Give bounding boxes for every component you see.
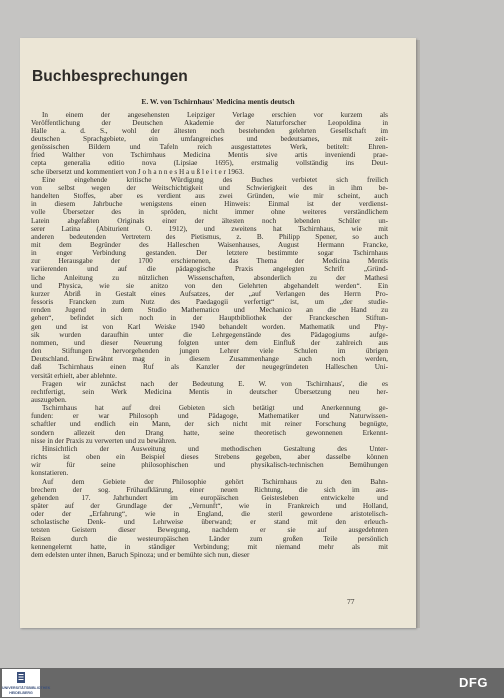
- text-line: anderen bedeutenden Vertretern des Pietismus, z. B. Philipp Spener, so auch: [31, 232, 388, 241]
- article-body: [31, 111, 388, 560]
- text-line: nommen, und dieser Neuerung folgten unter dem Einfluß der zahlreich aus: [31, 338, 388, 347]
- text-line: sondern allezeit den Drang hatte, seine theoretisch gewonnenen Erkennt-: [31, 428, 388, 437]
- section-heading: Buchbesprechungen: [32, 68, 188, 85]
- text-line: Tschirnhaus hat auf drei Gebieten sich betätigt und Anerkennung ge-: [42, 404, 388, 413]
- text-line: fessoris Francken zum Nutz des Paedagogii verfertigt“ ist, um „der studie-: [31, 298, 388, 307]
- text-line: Latein abgefaßten Originals einer der ältesten noch lebenden Schüler un-: [31, 216, 388, 225]
- text-line: oder der „Erfahrung“, wie in England, die steril gewordene aristotelisch-: [31, 510, 388, 519]
- text-line: Reisen durch die westeuropäischen Länder zum großen Teile persönlich: [31, 534, 388, 543]
- text-line: richts ist oben ein Beispiel dieses Strebens gegeben, aber dasselbe können: [31, 453, 388, 462]
- text-line: liche Anleitung zu nützlichen Wissenschaften, absonderlich zu der Mathesi: [31, 273, 388, 282]
- text-line: wir für seine philosophischen und physikalisch-technischen Bemühungen: [31, 461, 388, 470]
- text-line: Halle a. d. S., wohl der ältesten noch bestehenden gelehrten Gesellschaft im: [31, 126, 388, 135]
- text-line: scholastische Denk- und Lehrweise überwand; er stand mit den erleuch-: [31, 518, 388, 527]
- text-line: Veröffentlichung der Deutschen Akademie der Naturforscher Leopoldina in: [31, 118, 388, 127]
- text-line: in diesem Jahrbuche wenigstens einen Hinweis: Einmal ist der verdienst-: [31, 200, 388, 209]
- text-line: cepta generalia editio nova (Lipsiae 1695), erstmalig vollständig ins Deut-: [31, 159, 388, 168]
- text-line: genössischen Bildern und Tafeln reich ausgestattetes Werk, betitelt: Ehren-: [31, 143, 388, 152]
- text-line: schaftler und endlich ein Mann, der sich nicht mit reiner Forschung begnügte,: [31, 420, 388, 429]
- text-line: Eine eingehende kritische Würdigung des Buches verbietet sich freilich: [42, 175, 388, 184]
- text-line: brechern der sog. Frühaufklärung, einer neuen Richtung, die sich im aus-: [31, 485, 388, 494]
- text-line: tetsten Geistern dieser Bewegung, nachdem er sie auf ausgedehnten: [31, 526, 388, 535]
- text-line: zur Herausgabe der 1700 erschienenen, das Thema der Medicina Mentis: [31, 257, 388, 266]
- text-line: konstatieren.: [31, 469, 69, 478]
- text-line: Auf dem Gebiete der Philosophie gehört Tschirnhaus zu den Bahn-: [42, 477, 388, 486]
- library-emblem-icon: [16, 671, 26, 684]
- logo-text-line1: UNIVERSITÄTSBIBLIOTHEK: [2, 686, 51, 690]
- text-line: daß Tschirnhaus einen Ruf als Kanzler der neugegründeten Halleschen Uni-: [31, 363, 388, 372]
- text-line: von selbst wegen der Weitschichtigkeit und Schwierigkeit des in ihm be-: [31, 183, 388, 192]
- text-line: rechtfertigt, sein Werk Medicina Mentis in deutscher Übersetzung neu her-: [31, 387, 388, 396]
- review-title: E. W. von Tschirnhaus' Medicina mentis deutsch: [141, 97, 295, 106]
- text-line: deutschen Sprachgebiete, ein umfangreiches und bedeutsames, mit zeit-: [31, 134, 388, 143]
- text-line: Deutschland. Erwähnt mag in diesem Zusammenhange auch noch werden,: [31, 355, 388, 364]
- text-line: renden Jugend in dem Studio Mathematico und Mechanico an die Hand zu: [31, 306, 388, 315]
- text-line: handelten Stoffes, aber es verdient aus zwei Gründen, wie mir scheint, auch: [31, 192, 388, 201]
- text-line: dem edelsten unter ihnen, Baruch Spinoza; und er bemühte sich nun, dieser: [31, 550, 250, 559]
- text-line: mit dem Begründer des Halleschen Waisenhauses, August Hermann Francke,: [31, 241, 388, 249]
- text-line: serer Latina (Abiturient O. 1912), und zweitens hat Tschirnhaus, wie mit: [31, 224, 388, 233]
- text-line: versität erhielt, aber ablehnte.: [31, 371, 117, 380]
- text-line: den Stiftungen hervorgehenden jungen Lehrer viele Schulen im übrigen: [31, 347, 388, 356]
- text-line: nisse in der Praxis zu verwerten und zu bewähren.: [31, 436, 177, 445]
- text-line: gen und ist von Karl Weiske 1940 behandelt worden. Mathematik und Phy-: [31, 322, 388, 331]
- logo-text-line2: HEIDELBERG: [9, 690, 33, 695]
- text-line: auszugeben.: [31, 395, 67, 404]
- text-line: kurzer Abriß in Gestalt eines Aufsatzes, der „auf Verlangen des Herrn Pro-: [31, 289, 388, 298]
- text-line: fried Walther von Tschirnhaus Medicina Mentis sive artis inveniendi prae-: [31, 151, 388, 160]
- text-line: gehen“, befindet sich noch in der Hauptbibliothek der Franckeschen Stiftun-: [31, 314, 388, 323]
- text-line: volle Übersetzer des in spröden, nicht immer ohne weiteres verständlichem: [31, 208, 388, 217]
- text-line: kennengelernt hatte, in ständiger Verbindung; mit niemand mehr als mit: [31, 542, 388, 551]
- dfg-logo[interactable]: DFG: [459, 675, 488, 690]
- viewer-footer-bar: [0, 668, 504, 698]
- page-edge: [416, 40, 420, 628]
- text-line: In einem der angesehensten Leipziger Verlage erschien vor kurzem als: [42, 110, 388, 119]
- page-number: 77: [347, 597, 355, 606]
- text-line: Fragen wir zunächst nach der Bedeutung E. W. von Tschirnhaus', die es: [42, 379, 388, 388]
- text-line: variierenden und auf die pädagogische Praxis angelegten Schrift „Gründ-: [31, 265, 388, 274]
- text-line: in enger Verbindung gestanden. Der letztere bestimmte sogar Tschirnhaus: [31, 249, 388, 258]
- text-line: funden: er war Philosoph und Pädagoge, Mathematiker und Naturwissen-: [31, 412, 388, 421]
- text-line: sik wurden daraufhin unter die Lehrgegenstände des Pädagogiums aufge-: [31, 330, 388, 339]
- text-line: und Physica, wie sie anitzo von den Gelehrten abgehandelt werden“. Ein: [31, 281, 388, 290]
- text-line: später auf der Grundlage der „Vernunft“, wie in Frankreich und Holland,: [31, 502, 388, 510]
- text-line: gehenden 17. Jahrhundert im europäischen Geistesleben entwickelte und: [31, 493, 388, 502]
- text-line: Hinsichtlich der Ausweitung und methodischen Gestaltung des Unter-: [42, 444, 388, 453]
- text-line: sche übersetzt und kommentiert von J o h a n n e s H a u ß l e i t e r 1963.: [31, 167, 245, 176]
- library-logo[interactable]: [2, 669, 51, 697]
